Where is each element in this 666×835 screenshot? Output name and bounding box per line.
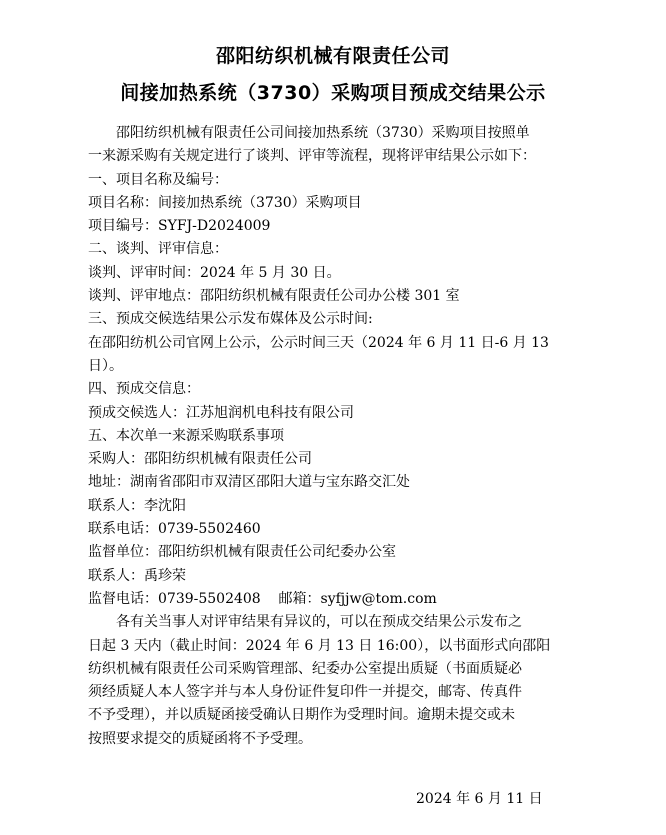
intro-line: 一来源采购有关规定进行了谈判、评审等流程，现将评审结果公示如下： — [88, 148, 536, 165]
contact-person: 联系人：李沈阳 — [88, 497, 186, 514]
section-heading: 一、项目名称及编号： — [88, 171, 228, 188]
contact-phone: 联系电话：0739-5502460 — [88, 521, 261, 538]
objection-line: 须经质疑人本人签字并与本人身份证件复印件一并提交，邮寄、传真件 — [88, 684, 522, 701]
objection-line: 各有关当事人对评审结果有异议的，可以在预成交结果公示发布之 — [116, 614, 522, 631]
section-heading: 五、本次单一来源采购联系事项 — [88, 427, 284, 444]
purchaser: 采购人：邵阳纺织机械有限责任公司 — [88, 451, 312, 468]
objection-line: 不予受理），并以质疑函接受确认日期作为受理时间。逾期未提交或未 — [88, 707, 515, 724]
publicity-line: 在邵阳纺机公司官网上公示，公示时间三天（2024 年 6 月 11 日-6 月 13 — [88, 334, 549, 351]
address: 地址：湖南省邵阳市双清区邵阳大道与宝东路交汇处 — [88, 474, 410, 491]
project-number: 项目编号：SYFJ-D2024009 — [88, 218, 271, 235]
section-heading: 四、预成交信息： — [88, 381, 200, 398]
supervisor-unit: 监督单位：邵阳纺织机械有限责任公司纪委办公室 — [88, 544, 396, 561]
intro-line: 邵阳纺织机械有限责任公司间接加热系统（3730）采购项目按照单 — [116, 125, 530, 141]
section-heading: 三、预成交候选结果公示发布媒体及公示时间: — [88, 311, 373, 328]
project-name: 项目名称：间接加热系统（3730）采购项目 — [88, 194, 362, 211]
review-time: 谈判、评审时间：2024 年 5 月 30 日。 — [88, 264, 341, 281]
objection-line: 日起 3 天内（截止时间：2024 年 6 月 13 日 16:00），以书面形式向邵阳 — [88, 637, 551, 654]
objection-line: 纺织机械有限责任公司采购管理部、纪委办公室提出质疑（书面质疑必 — [88, 660, 522, 677]
review-location: 谈判、评审地点：邵阳纺织机械有限责任公司办公楼 301 室 — [88, 288, 460, 305]
publicity-line: 日）。 — [88, 357, 123, 374]
objection-line: 按照要求提交的质疑函将不予受理。 — [88, 730, 312, 747]
supervisor-contact: 联系人：禹珍荣 — [88, 567, 186, 584]
announcement-date: 2024 年 6 月 11 日 — [416, 791, 543, 807]
company-title: 邵阳纺织机械有限责任公司 — [215, 45, 450, 67]
announcement-body — [88, 122, 580, 751]
section-heading: 二、谈判、评审信息： — [88, 241, 228, 258]
candidate: 预成交候选人：江苏旭润机电科技有限公司 — [88, 404, 354, 421]
supervisor-phone-email: 监督电话：0739-5502408 邮箱：syfjjw@tom.com — [88, 590, 437, 607]
announcement-title: 间接加热系统（3730）采购项目预成交结果公示 — [120, 82, 546, 104]
